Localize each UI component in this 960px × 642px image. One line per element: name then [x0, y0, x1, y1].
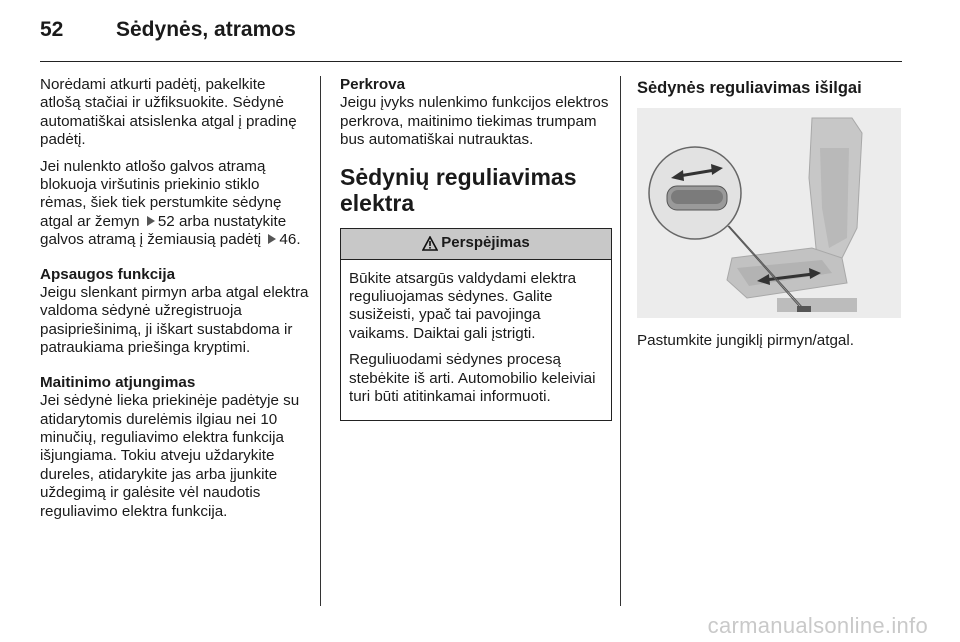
paragraph: Jeigu slenkant pirmyn arba atgal elektra valdoma sėdynė užregistruoja pasipriešinimą, ji iškart sustabdoma ir patraukiama priešinga kryptimi.	[40, 284, 309, 357]
seat-adjustment-illustration	[637, 108, 901, 318]
paragraph: Norėdami atkurti padėtį, pakelkite atlošą stačiai ir užfiksuokite. Sėdynė automatiškai atsislenka atgal į pradinę padėtį.	[40, 76, 297, 149]
page-header	[40, 18, 296, 48]
column-middle	[340, 76, 612, 421]
warning-box	[340, 228, 612, 422]
column-divider	[620, 76, 621, 606]
column-left	[40, 76, 310, 529]
page-reference-arrow-icon	[147, 216, 155, 226]
paragraph: Jei sėdynė lieka priekinėje padėtyje su atidarytomis durelėmis ilgiau nei 10 minučių, reguliavimo elektra funkcija išjungiama. Tokiu atveju uždarykite dureles, atidarykite jas arba įjunkite uždegimą ir galėsite vėl naudotis reguliavimo elektra funkcija.	[40, 392, 300, 520]
warning-title: Perspėjimas	[441, 234, 530, 252]
page-reference-arrow-icon	[268, 234, 276, 244]
page-title: Sėdynės, atramos	[116, 18, 296, 41]
watermark: carmanualsonline.info	[707, 613, 928, 638]
warning-body	[341, 260, 611, 421]
header-rule	[40, 61, 902, 62]
column-divider	[320, 76, 321, 606]
section-heading: Sėdynių reguliavimas elektra	[340, 163, 577, 216]
column-right	[637, 76, 903, 358]
caption: Pastumkite jungiklį pirmyn/atgal.	[637, 332, 854, 349]
seat-illustration-icon	[637, 108, 901, 318]
warning-header	[341, 229, 611, 260]
subsection-heading: Sėdynės reguliavimas išilgai	[637, 79, 862, 97]
paragraph: Reguliuodami sėdynes procesą stebėkite iš arti. Automobilio keleiviai turi būti atitinkamai informuoti.	[349, 351, 596, 406]
subheading: Apsaugos funkcija	[40, 265, 176, 283]
subheading: Perkrova	[340, 76, 406, 93]
page-number: 52	[40, 18, 64, 41]
paragraph: Jeigu įvyks nulenkimo funkcijos elektros perkrova, maitinimo tiekimas trumpam bus automatiškai nutrauktas.	[340, 94, 609, 149]
subheading: Maitinimo atjungimas	[40, 373, 196, 391]
paragraph: Jei nulenkto atlošo galvos atramą blokuoja viršutinis priekinio stiklo rėmas, šiek tiek perstumkite sėdynę atgal ar žemyn 52 arba nustatykite galvos atramą į žemiausią padėtį 46.	[40, 157, 301, 249]
warning-triangle-icon	[422, 236, 438, 251]
paragraph: Būkite atsargūs valdydami elektra reguliuojamas sėdynes. Galite susižeisti, ypač tai pavojinga vaikams. Daiktai gali įstrigti.	[349, 269, 577, 342]
